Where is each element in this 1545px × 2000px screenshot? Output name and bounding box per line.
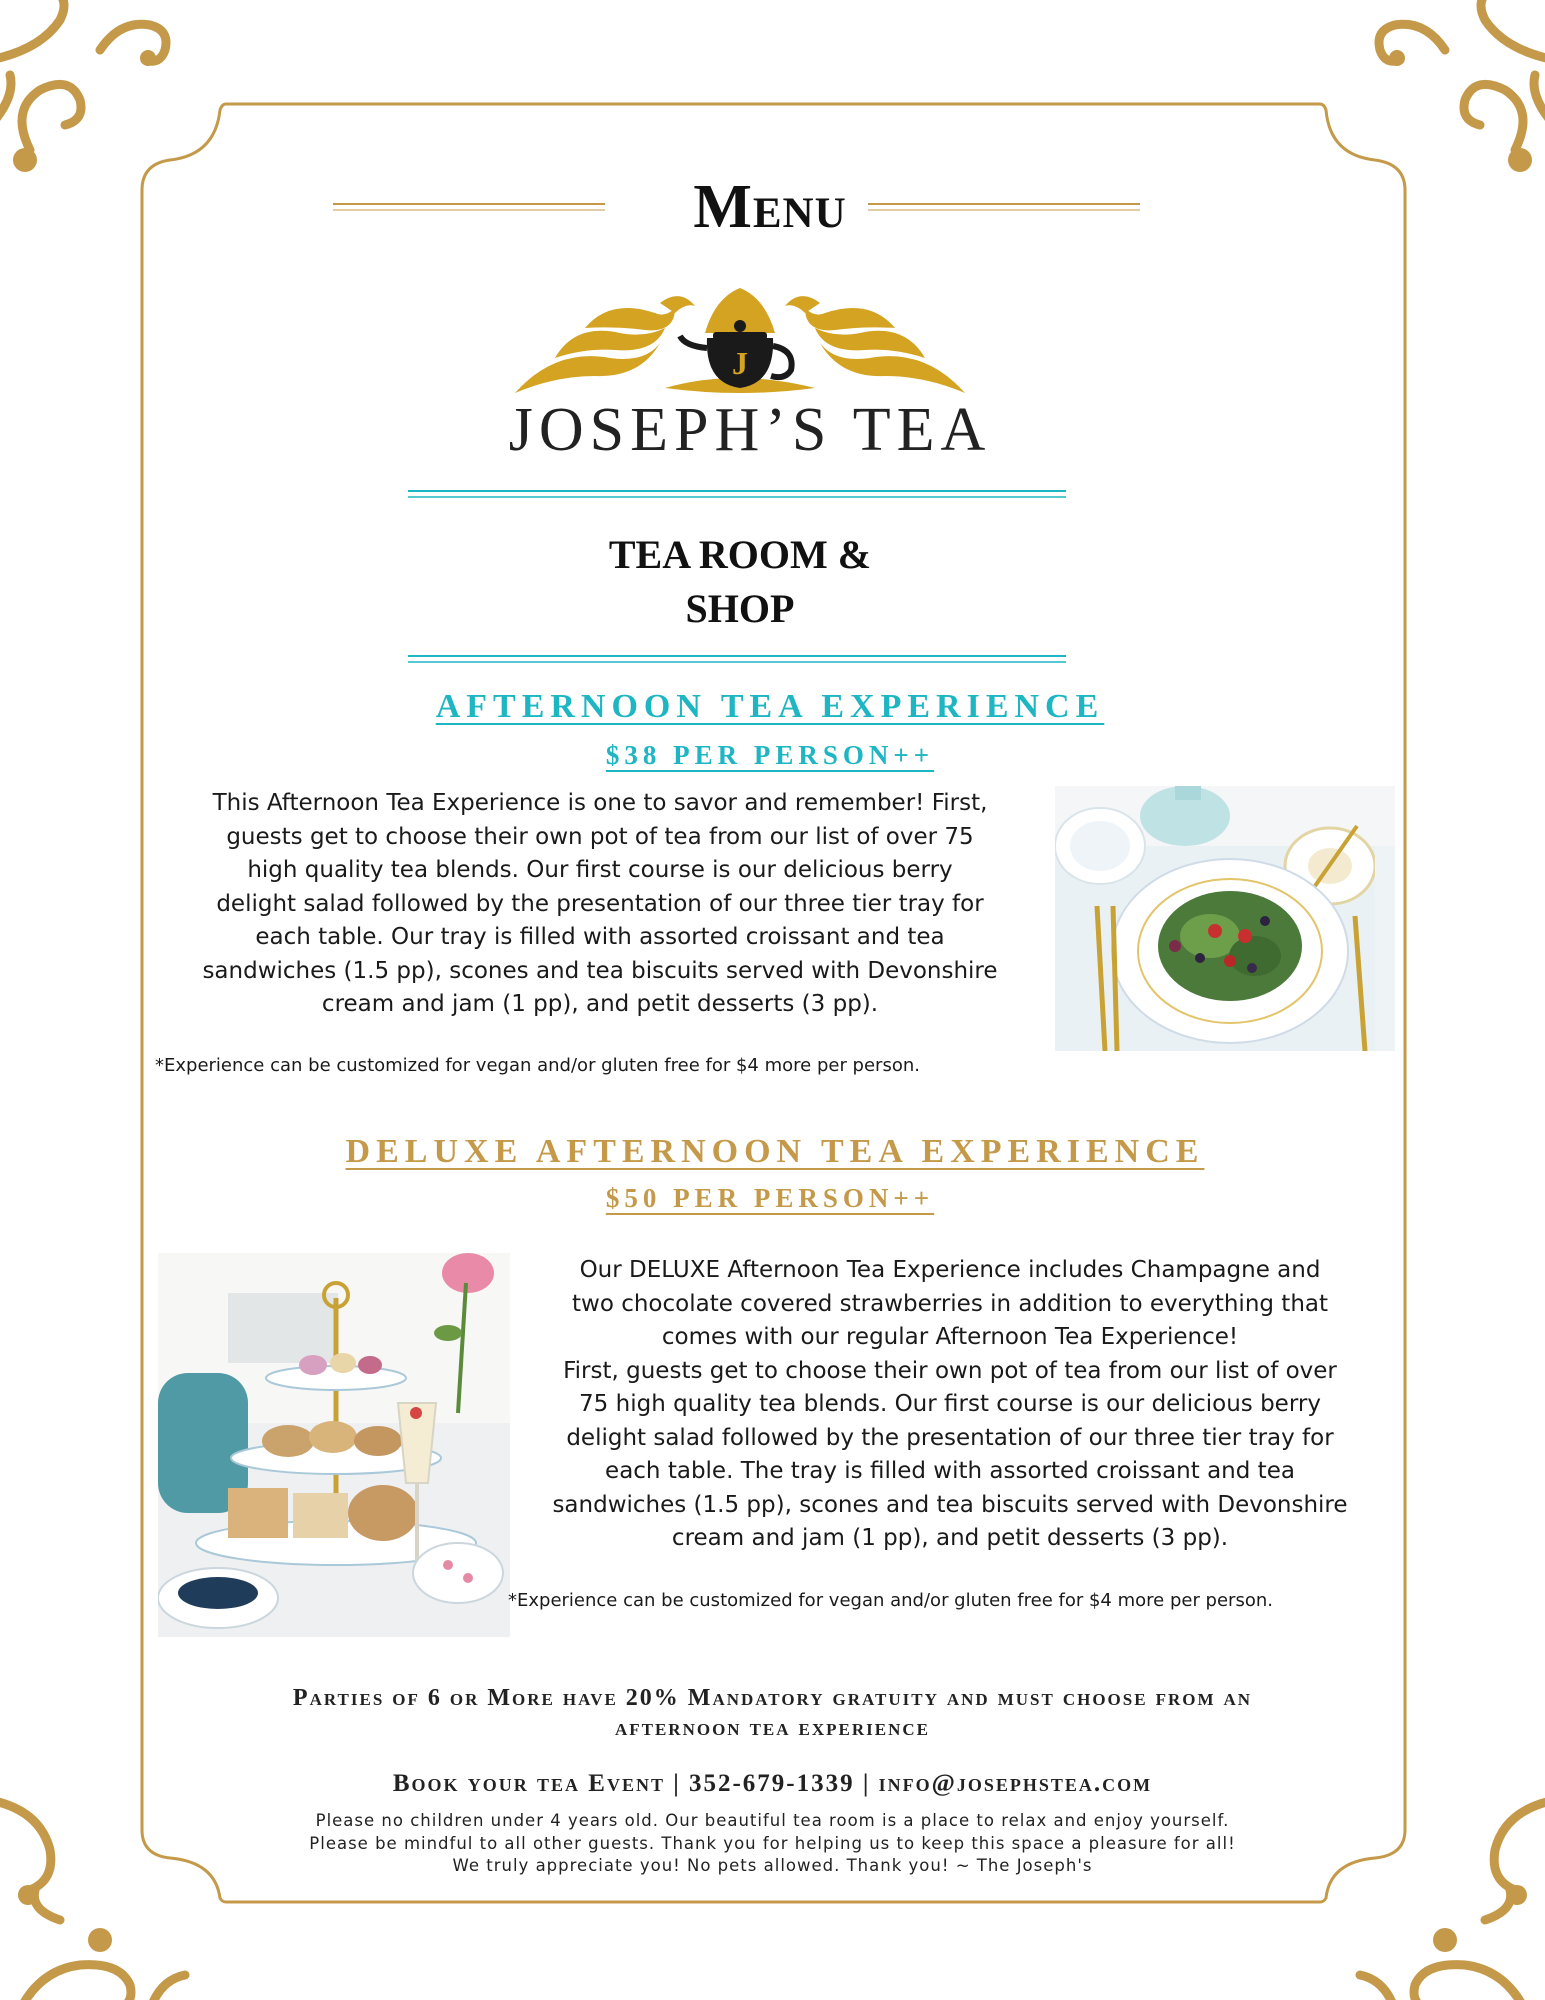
party-gratuity-line-1: Parties of 6 or More have 20% Mandatory gratuity and must choose from an (292, 1685, 1253, 1711)
deluxe-line: 75 high quality tea blends. Our first course is our delicious berry (579, 1391, 1321, 1417)
deluxe-line: two chocolate covered strawberries in addition to everything that (571, 1290, 1329, 1317)
subtitle-line-2: SHOP (685, 586, 795, 631)
policy-line: Please be mindful to all other guests. Thank you for helping us to keep this space a pleasure for all! (309, 1833, 1236, 1853)
deluxe-section-title: DELUXE AFTERNOON TEA EXPERIENCE (345, 1133, 1205, 1170)
afternoon-section-title: AFTERNOON TEA EXPERIENCE (435, 688, 1105, 725)
deluxe-line: Our DELUXE Afternoon Tea Experience includes Champagne and (579, 1257, 1321, 1283)
deluxe-line: cream and jam (1 pp), and petit desserts (3 pp). (671, 1525, 1229, 1551)
afternoon-line: each table. Our tray is filled with assorted croissant and tea (255, 924, 945, 950)
corner-ornament-top-left (0, 0, 200, 200)
deluxe-dietary-note: *Experience can be customized for vegan and/or gluten free for $4 more per person. (508, 1590, 1273, 1611)
brand-name: JOSEPH’S TEA (508, 396, 992, 464)
deluxe-line: each table. The tray is filled with assorted croissant and tea (605, 1458, 1295, 1484)
policy-line: Please no children under 4 years old. Our beautiful tea room is a place to relax and enjoy yourself. (315, 1811, 1230, 1830)
afternoon-line: guests get to choose their own pot of tea from our list of over 75 (226, 823, 974, 850)
afternoon-line: cream and jam (1 pp), and petit desserts (3 pp). (321, 991, 879, 1017)
afternoon-section-price: $38 PER PERSON++ (605, 740, 935, 770)
corner-ornament-bottom-left (0, 1770, 200, 2000)
menu-title: Menu (693, 173, 847, 241)
party-gratuity-line-2: afternoon tea experience (614, 1715, 931, 1741)
salad-place-setting-photo (1055, 786, 1395, 1051)
afternoon-line: high quality tea blends. Our first course is our delicious berry (247, 857, 953, 883)
afternoon-line: delight salad followed by the presentation of our three tier tray for (216, 890, 984, 917)
deluxe-line: comes with our regular Afternoon Tea Experience! (661, 1324, 1239, 1350)
corner-ornament-top-right (1345, 0, 1545, 200)
afternoon-dietary-note: *Experience can be customized for vegan and/or gluten free for $4 more per person. (155, 1055, 920, 1076)
party-gratuity-notice (160, 1683, 1385, 1743)
booking-contact-line: Book your tea Event | 352-679-1339 | info@josephstea.com (392, 1770, 1153, 1797)
logo-letter: J (732, 345, 748, 381)
afternoon-description (140, 787, 1060, 1022)
guest-policy (160, 1810, 1385, 1878)
deluxe-line: First, guests get to choose their own pot of tea from our list of over (563, 1357, 1337, 1384)
deluxe-line: sandwiches (1.5 pp), scones and tea biscuits served with Devonshire (552, 1491, 1348, 1518)
subtitle-line-1: TEA ROOM & (608, 532, 872, 577)
afternoon-line: sandwiches (1.5 pp), scones and tea biscuits served with Devonshire (202, 957, 998, 984)
deluxe-section-price: $50 PER PERSON++ (605, 1183, 935, 1213)
corner-ornament-bottom-right (1345, 1770, 1545, 2000)
afternoon-line: This Afternoon Tea Experience is one to savor and remember! First, (212, 790, 988, 816)
tiered-tray-photo (158, 1253, 510, 1637)
deluxe-description (505, 1254, 1395, 1556)
deluxe-line: delight salad followed by the presentation of our three tier tray for (566, 1424, 1334, 1451)
teapot-logo-icon (515, 288, 965, 398)
subtitle (540, 528, 940, 636)
policy-line: We truly appreciate you! No pets allowed. Thank you! ~ The Joseph's (452, 1856, 1093, 1875)
